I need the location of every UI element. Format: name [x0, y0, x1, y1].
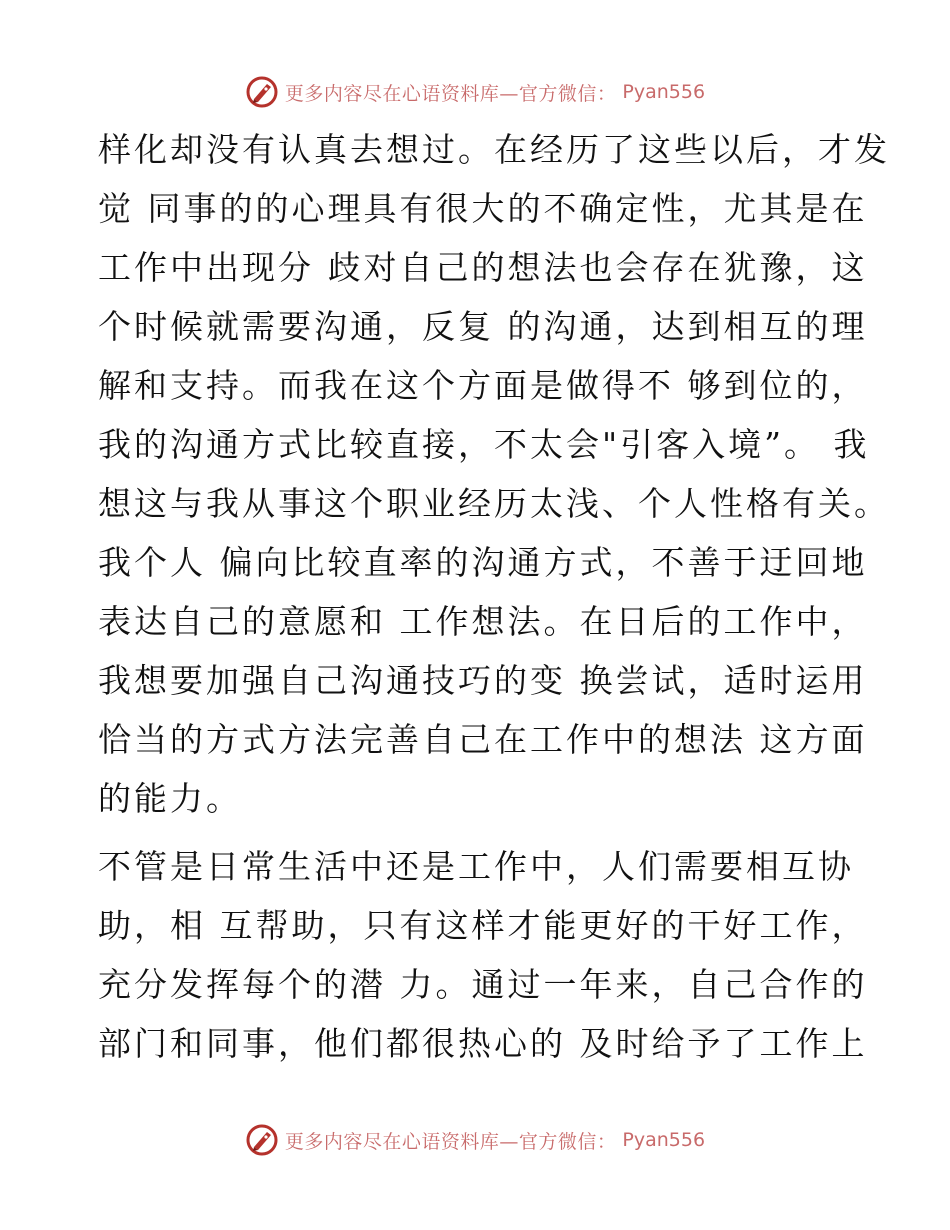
footer-banner — [0, 1120, 950, 1160]
pen-nib-circle-logo-icon — [245, 75, 279, 109]
document-body — [98, 120, 890, 1073]
text-line: 想这与我从事这个职业经历太浅、个人性格有关。 — [98, 484, 890, 523]
text-line: 觉 同事的的心理具有很大的不确定性，尤其是在 — [98, 189, 868, 228]
text-line: 助，相 互帮助，只有这样才能更好的干好工作， — [98, 906, 868, 945]
text-line: 不管是日常生活中还是工作中，人们需要相互协 — [98, 847, 854, 886]
footer-banner-wechat-id: Pyan556 — [622, 1129, 706, 1151]
paragraph-1 — [98, 120, 890, 828]
text-line: 样化却没有认真去想过。在经历了这些以后，才发 — [98, 130, 890, 169]
pen-nib-circle-logo-icon — [245, 1123, 279, 1157]
text-line: 工作中出现分 歧对自己的想法也会存在犹豫，这 — [98, 248, 868, 287]
text-line: 解和支持。而我在这个方面是做得不 够到位的， — [98, 366, 868, 405]
paragraph-2 — [98, 837, 868, 1073]
text-line: 表达自己的意愿和 工作想法。在日后的工作中， — [98, 602, 868, 641]
header-banner-wechat-id: Pyan556 — [622, 81, 706, 103]
text-line: 充分发挥每个的潜 力。通过一年来，自己合作的 — [98, 965, 868, 1004]
text-line: 个时候就需要沟通，反复 的沟通，达到相互的理 — [98, 307, 868, 346]
text-line: 我的沟通方式比较直接，不太会"引客入境”。 我 — [98, 425, 870, 464]
text-line: 的能力。 — [98, 779, 242, 818]
header-banner-text: 更多内容尽在心语资料库—官方微信： — [284, 82, 617, 105]
text-line: 部门和同事，他们都很热心的 及时给予了工作上 — [98, 1024, 868, 1063]
footer-banner-content — [245, 1123, 705, 1157]
footer-banner-text: 更多内容尽在心语资料库—官方微信： — [284, 1130, 617, 1153]
header-banner-content — [245, 75, 705, 109]
text-line: 我想要加强自己沟通技巧的变 换尝试，适时运用 — [98, 661, 868, 700]
header-banner — [0, 72, 950, 112]
text-line: 我个人 偏向比较直率的沟通方式，不善于迂回地 — [98, 543, 868, 582]
text-line: 恰当的方式方法完善自己在工作中的想法 这方面 — [98, 720, 868, 759]
